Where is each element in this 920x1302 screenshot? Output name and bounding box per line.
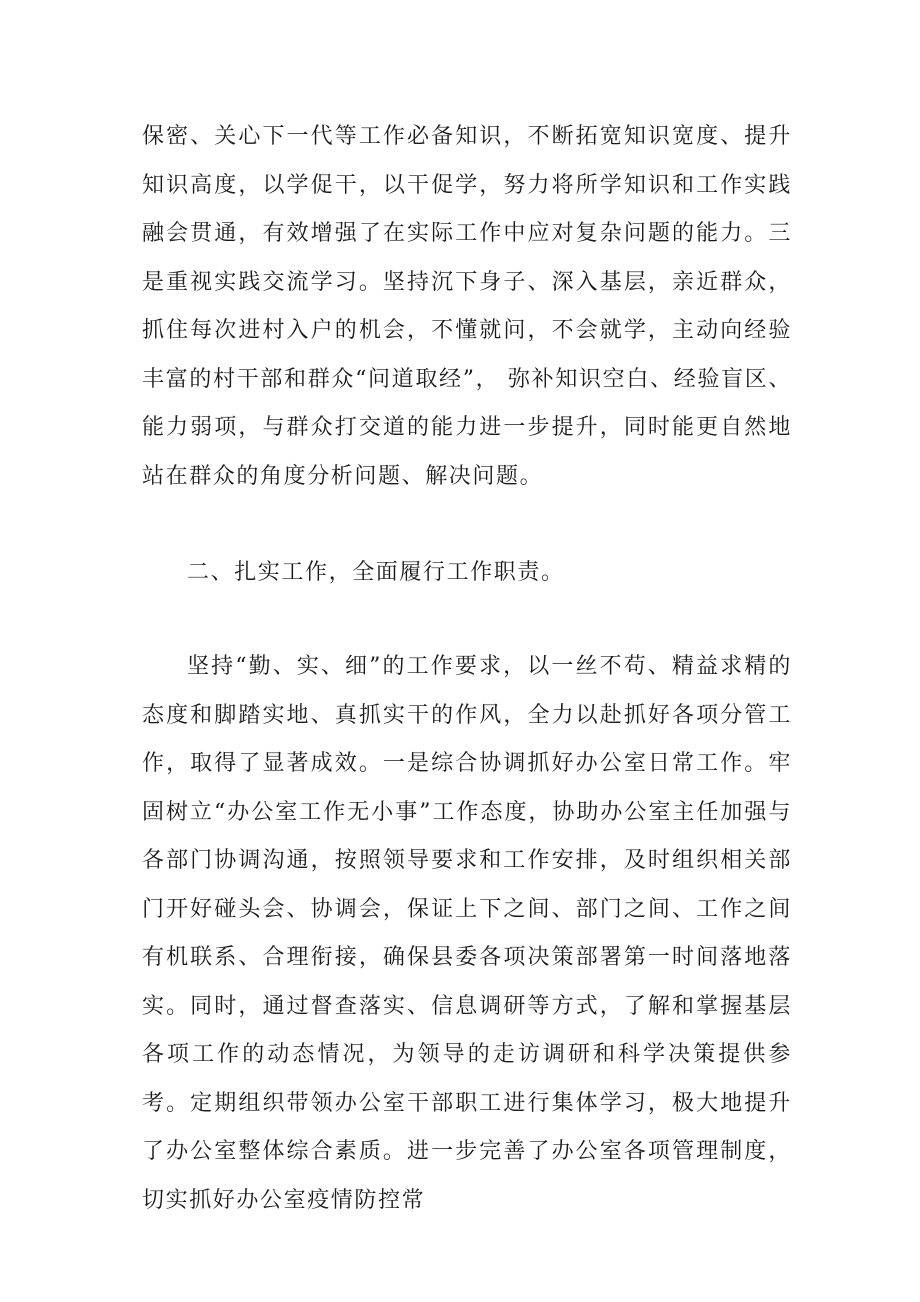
paragraph-study-practice: 保密、关心下一代等工作必备知识，不断拓宽知识宽度、提升知识高度，以学促干，以干促学，努力将所学知识和工作实践融会贯通，有效增强了在实际工作中应对复杂问题的能力。三是重视实践交流学习。坚持沉下身子、深入基层，亲近群众，抓住每次进村入户的机会，不懂就问，不会就学，主动向经验丰富的村干部和群众“问道取经”， 弥补知识空白、经验盲区、能力弱项，与群众打交道的能力进一步提升，同时能更自然地站在群众的角度分析问题、解决问题。 (142, 124, 792, 489)
paragraph-work-duties: 坚持“勤、实、细”的工作要求，以一丝不苟、精益求精的态度和脚踏实地、真抓实干的作风，全力以赴抓好各项分管工作，取得了显著成效。一是综合协调抓好办公室日常工作。牢固树立“办公室工作无小事”工作态度，协助办公室主任加强与各部门协调沟通，按照领导要求和工作安排，及时组织相关部门开好碰头会、协调会，保证上下之间、部门之间、工作之间有机联系、合理衔接，确保县委各项决策部署第一时间落地落实。同时，通过督查落实、信息调研等方式，了解和掌握基层各项工作的动态情况，为领导的走访调研和科学决策提供参考。定期组织带领办公室干部职工进行集体学习，极大地提升了办公室整体综合素质。进一步完善了办公室各项管理制度，切实抓好办公室疫情防控常 (142, 654, 792, 1213)
section-heading-work-duties: 二、扎实工作，全面履行工作职责。 (187, 560, 565, 585)
